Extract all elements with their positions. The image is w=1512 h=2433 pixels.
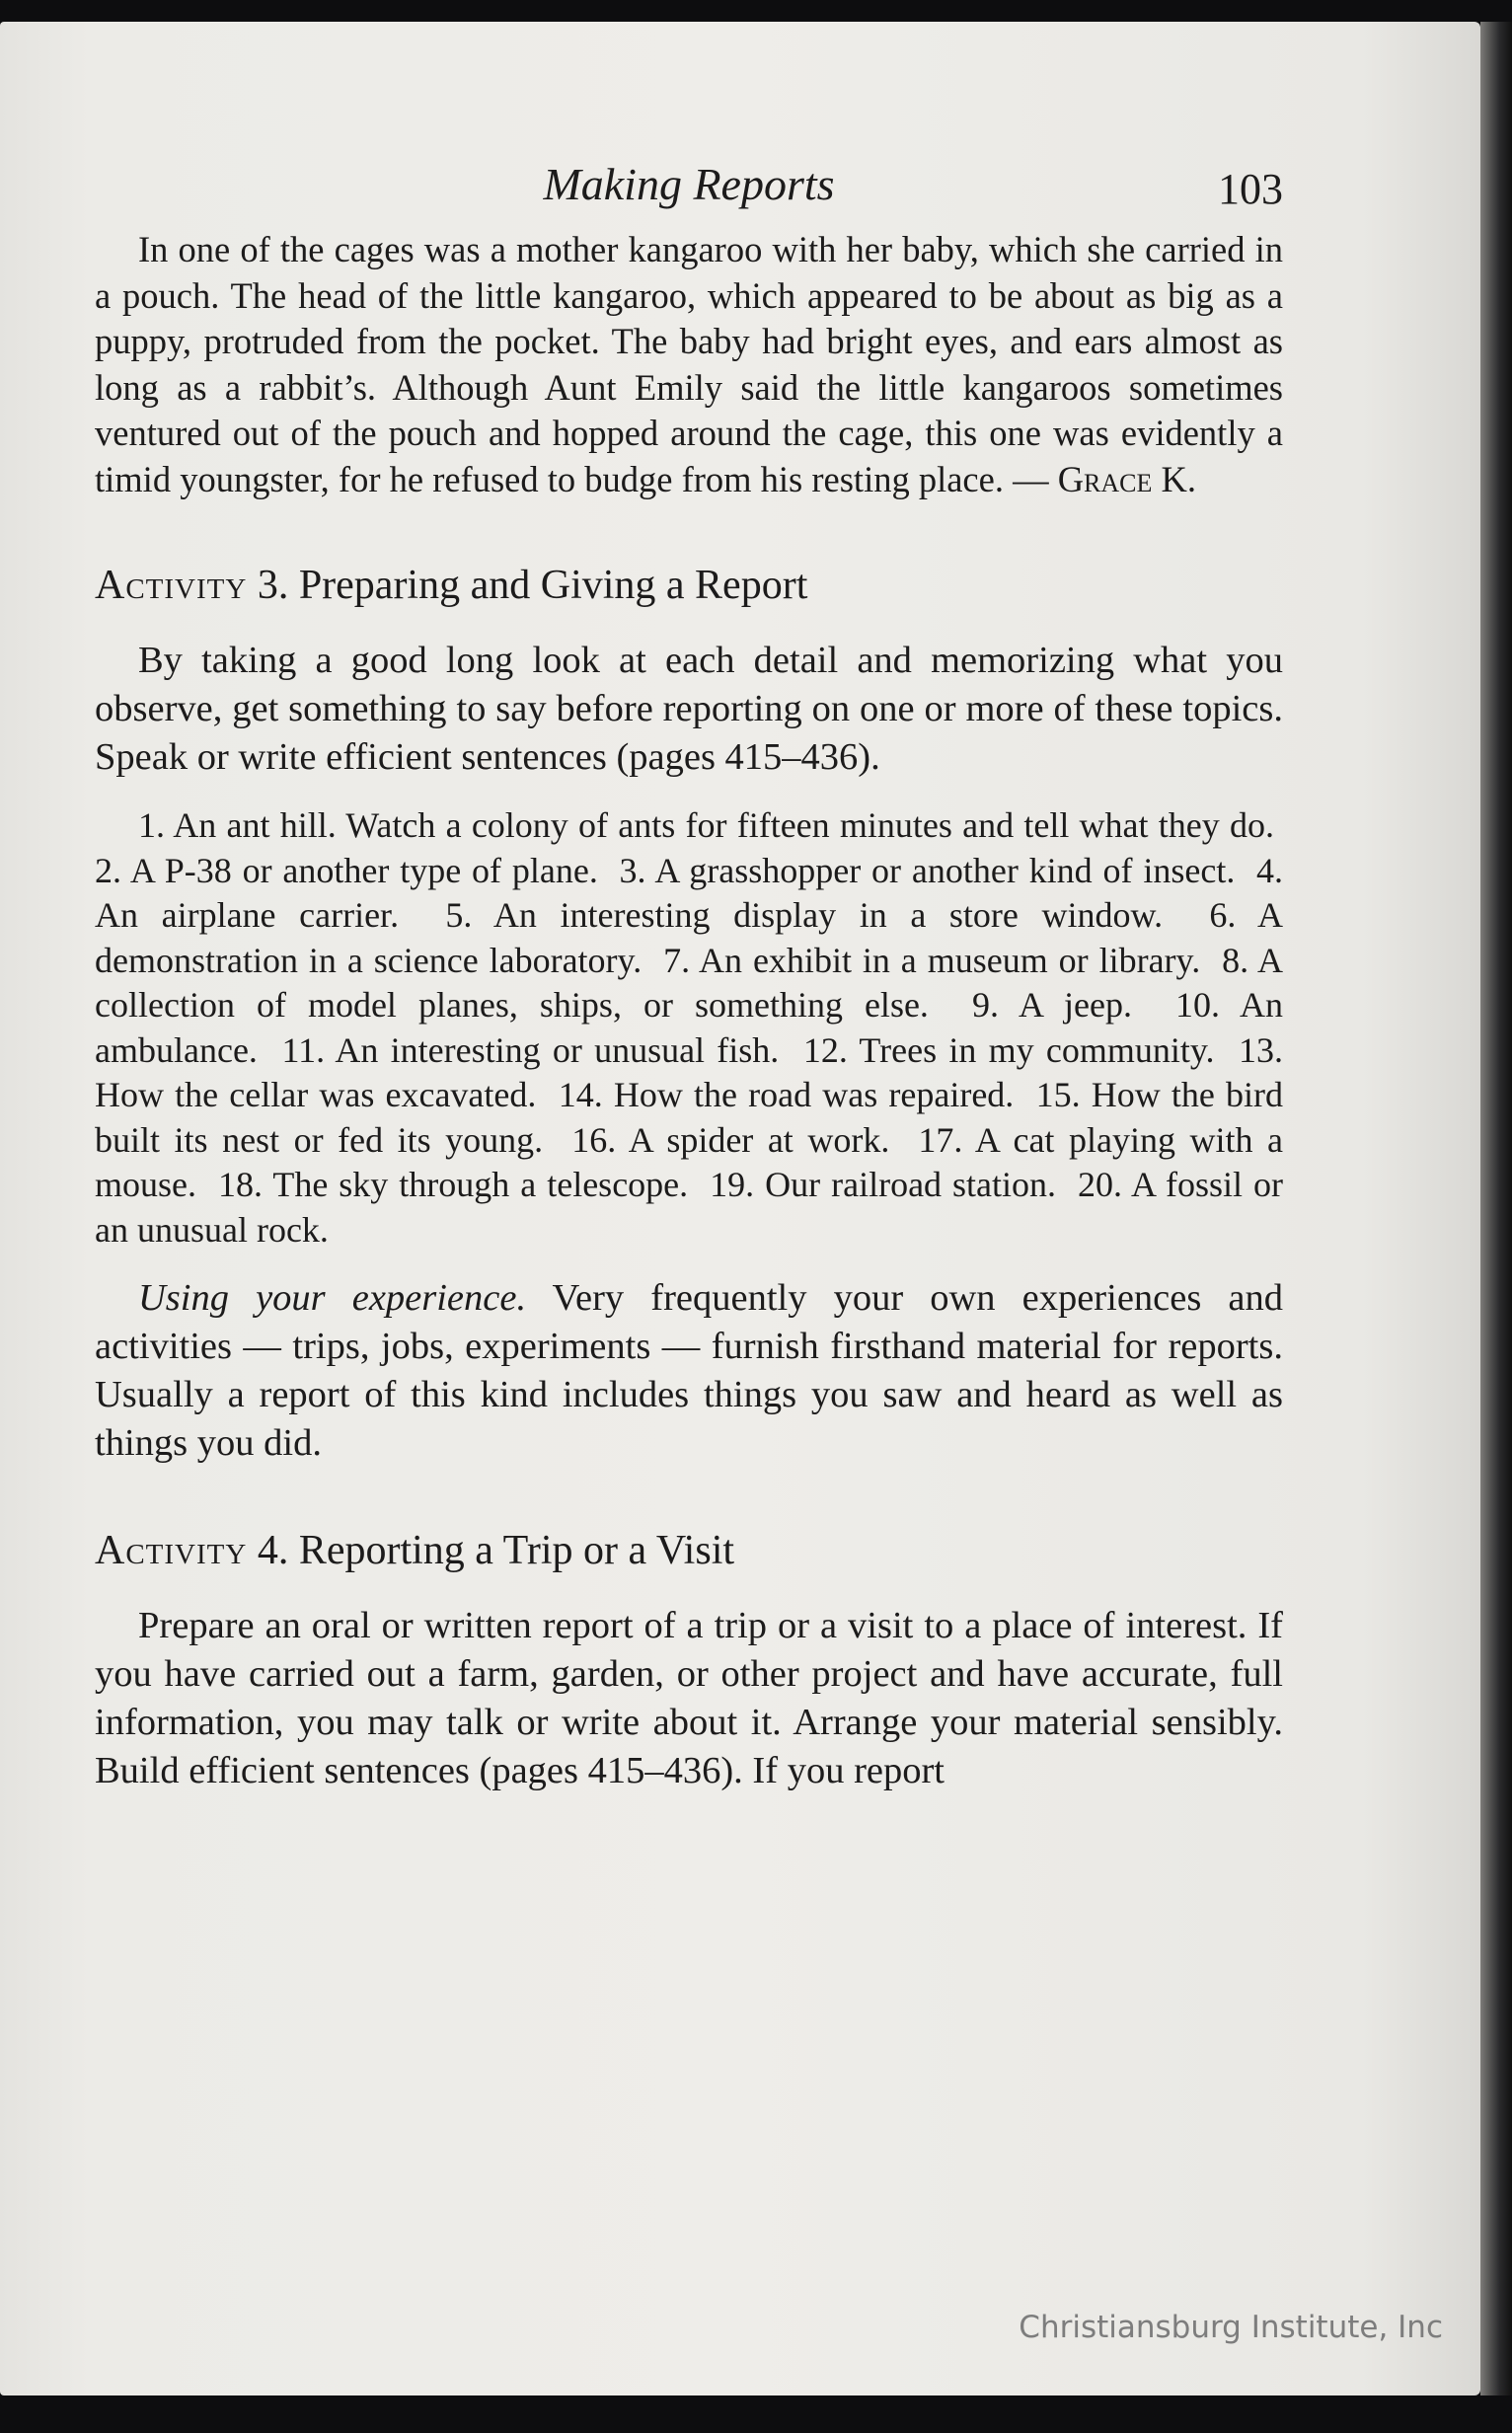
page-content (95, 138, 1283, 1795)
topic-item: 1. An ant hill. Watch a colony of ants for fifteen minutes and tell what they do. (138, 805, 1274, 845)
topic-item: 19. Our railroad station. (710, 1165, 1057, 1204)
activity-3-number: 3. (257, 563, 289, 608)
topic-item: 9. A jeep. (971, 985, 1132, 1025)
experience-text: Very frequently your own experiences and activities — trips, jobs, experiments — furnish firsthand material for reports. Usually a report of this kind includes things you saw and heard as well as things you did. (95, 1277, 1284, 1464)
topic-item: 2. A P-38 or another type of plane. (95, 850, 598, 890)
experience-paragraph (95, 1274, 1283, 1468)
topic-item: 6. A demonstration in a science laboratory. (95, 895, 1284, 980)
topic-item: 17. A cat playing with a mouse. (95, 1119, 1283, 1204)
activity-4-title: Reporting a Trip or a Visit (298, 1528, 735, 1573)
intro-paragraph (95, 227, 1283, 502)
topic-item: 3. A grasshopper or another kind of insect. (619, 850, 1236, 890)
page-edge (1480, 22, 1512, 2395)
activity-3-instructions: By taking a good long look at each detail and memorizing what you observe, get something to say before reporting on one or more of these topics. Speak or write efficient sentences (pages 415–436). (95, 640, 1283, 778)
activity-4-instructions: Prepare an oral or written report of a trip or a visit to a place of interest. If you have carried out a farm, garden, or other project and have accurate, full information, you may talk or write about it. Arrange your material sensibly. Build efficient sentences (pages 415–436). If you report (95, 1605, 1283, 1791)
intro-paragraph-text: In one of the cages was a mother kangaroo with her baby, which she carried in a pouch. The head of the little kangaroo, which appeared to be about as big as a puppy, protruded from the pocket. The baby had bright eyes, and ears almost as long as a rabbit’s. Although Aunt Emily said the little kangaroos sometimes ventured out of the pouch and hopped around the cage, this one was evidently a timid youngster, for he refused to budge from his resting place. — (95, 229, 1283, 499)
activity-3-topic-list (95, 803, 1283, 1253)
topic-item: 8. A collection of model planes, ships, or something else. (95, 940, 1284, 1025)
experience-lead-in: Using your experience. (138, 1277, 527, 1319)
intro-author: Grace K. (1057, 458, 1197, 499)
activity-4-number: 4. (257, 1528, 289, 1573)
activity-4-heading (95, 1521, 1283, 1580)
topic-item: 5. An interesting display in a store window. (445, 895, 1164, 935)
page-number: 103 (1218, 165, 1283, 213)
activity-4-label: Activity (95, 1528, 248, 1573)
topic-item: 18. The sky through a telescope. (217, 1165, 689, 1204)
activity-3-label: Activity (95, 563, 248, 608)
activity-3-heading (95, 556, 1283, 615)
topic-item: 4. An airplane carrier. (95, 850, 1284, 935)
topic-item: 13. How the cellar was excavated. (95, 1029, 1284, 1114)
running-head (95, 138, 1283, 227)
topic-item: 11. An interesting or unusual fish. (281, 1029, 780, 1070)
topic-item: 7. An exhibit in a museum or library. (663, 940, 1201, 980)
topic-item: 15. How the bird built its nest or fed its young. (95, 1075, 1284, 1160)
topic-item: 16. A spider at work. (571, 1119, 890, 1160)
topic-item: 12. Trees in my community. (802, 1029, 1215, 1070)
activity-3-title: Preparing and Giving a Report (298, 563, 808, 608)
topic-item: 10. An ambulance. (95, 985, 1284, 1070)
topic-item: 14. How the road was repaired. (558, 1075, 1015, 1114)
running-title: Making Reports (543, 159, 835, 209)
topic-item: 20. A fossil or an unusual rock. (95, 1165, 1284, 1250)
watermark: Christiansburg Institute, Inc (1019, 2310, 1443, 2345)
